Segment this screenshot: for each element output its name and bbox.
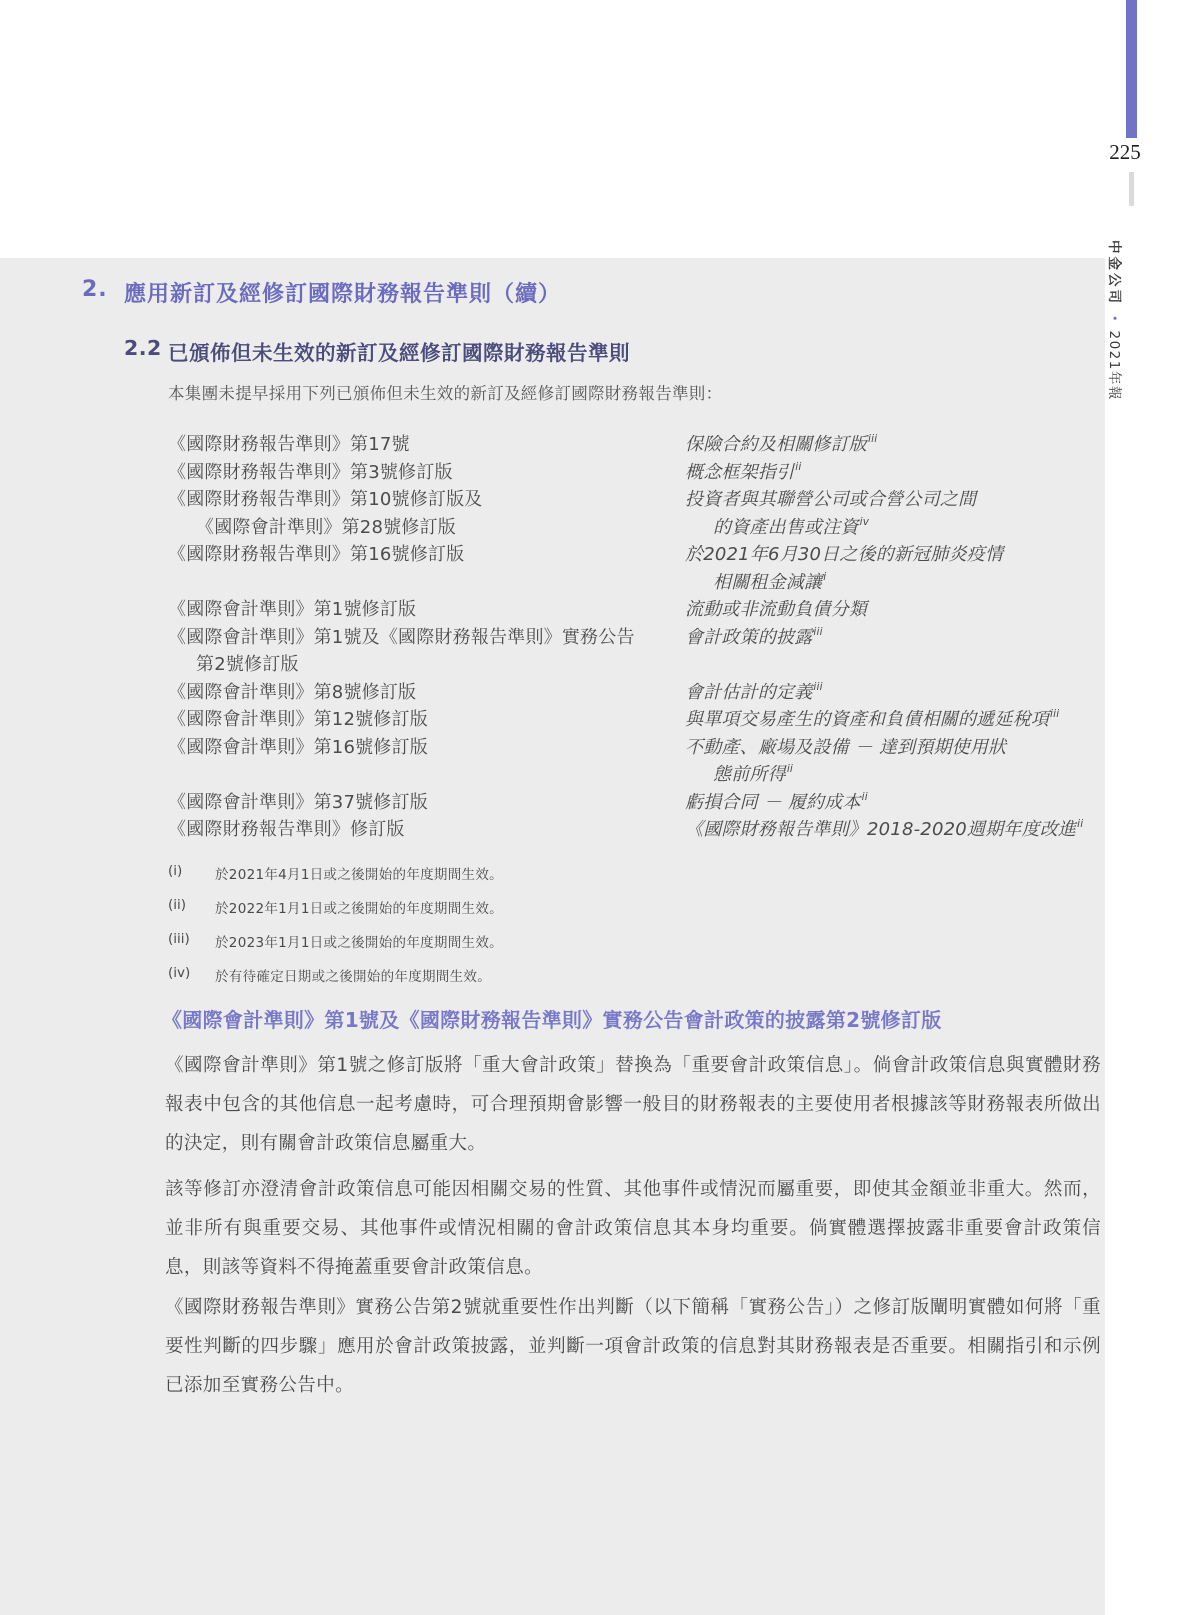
table-row xyxy=(168,458,1100,486)
standard-name: 第2號修訂版 xyxy=(196,654,299,675)
footnote-text: 於2023年1月1日或之後開始的年度期間生效。 xyxy=(215,935,503,951)
description-text: 會計估計的定義 xyxy=(685,681,813,703)
standard-description xyxy=(685,733,1100,759)
standard-description xyxy=(685,485,1100,511)
standard-description xyxy=(685,568,1100,594)
sidebar-running-title xyxy=(1106,240,1126,401)
table-row xyxy=(168,430,1100,458)
description-text: 虧損合同 － 履約成本 xyxy=(685,791,861,813)
description-text: 流動或非流動負債分類 xyxy=(685,599,867,620)
sidebar-company-name: 中金公司 xyxy=(1106,240,1122,306)
table-row xyxy=(168,760,1100,788)
footnote-ref: iii xyxy=(1050,708,1060,720)
sidebar-report-year: 2021年報 xyxy=(1106,330,1122,401)
description-text: 不動產、廠場及設備 － 達到預期使用狀 xyxy=(685,736,1007,758)
standard-name: 《國際會計準則》第28號修訂版 xyxy=(196,516,456,538)
standard-name: 《國際財務報告準則》第3號修訂版 xyxy=(168,461,453,483)
description-text: 相關租金減讓 xyxy=(713,571,823,593)
footnote-text: 於2022年1月1日或之後開始的年度期間生效。 xyxy=(215,901,503,917)
page-number: 225 xyxy=(1109,140,1141,164)
standard-description xyxy=(685,430,1100,456)
footnote-ref: ii xyxy=(786,763,794,775)
standards-table xyxy=(168,430,1100,843)
standard-name: 《國際財務報告準則》第16號修訂版 xyxy=(168,544,465,565)
standard-name: 《國際會計準則》第12號修訂版 xyxy=(168,709,428,730)
description-text: 的資產出售或注資 xyxy=(713,516,859,538)
table-row xyxy=(168,788,1100,816)
page-number-divider xyxy=(1129,172,1134,206)
standard-name: 《國際財務報告準則》第17號 xyxy=(168,434,410,455)
description-text: 於2021年6月30日之後的新冠肺炎疫情 xyxy=(685,544,1004,565)
footnote-item xyxy=(168,931,968,965)
standard-name: 《國際會計準則》第1號修訂版 xyxy=(168,599,417,620)
subsection-title: 已頒佈但未生效的新訂及經修訂國際財務報告準則 xyxy=(168,341,630,365)
description-text: 保險合約及相關修訂版 xyxy=(685,434,867,455)
amendment-note-heading: 《國際會計準則》第1號及《國際財務報告準則》實務公告會計政策的披露第2號修訂版 xyxy=(162,1008,942,1032)
standard-name: 《國際財務報告準則》修訂版 xyxy=(168,819,405,840)
footnote-ref: ii xyxy=(795,460,802,473)
description-text: 《國際財務報告準則》2018-2020週期年度改進 xyxy=(685,819,1077,840)
table-row xyxy=(168,623,1100,651)
table-row xyxy=(168,705,1100,733)
footnote-ref: ii xyxy=(1077,818,1084,830)
table-row xyxy=(168,815,1100,843)
standard-description xyxy=(685,678,1100,704)
table-row xyxy=(168,540,1100,568)
description-text: 態前所得 xyxy=(713,764,786,785)
standard-description xyxy=(685,788,1100,814)
footnote-ref: i xyxy=(823,570,827,583)
standard-description xyxy=(685,623,1100,649)
standard-name: 《國際會計準則》第8號修訂版 xyxy=(168,681,417,703)
footnotes-list xyxy=(168,863,968,999)
standard-name: 《國際財務報告準則》第10號修訂版及 xyxy=(168,489,483,510)
footnote-ref: iv xyxy=(859,515,870,528)
footnote-item xyxy=(168,863,968,897)
standard-name: 《國際會計準則》第16號修訂版 xyxy=(168,736,428,758)
table-row xyxy=(168,568,1100,596)
description-text: 與單項交易產生的資產和負債相關的遞延稅項 xyxy=(685,709,1049,730)
accent-bar xyxy=(1126,0,1137,138)
footnote-marker: (ii) xyxy=(168,897,187,913)
standard-description xyxy=(685,513,1100,539)
footnote-ref: iii xyxy=(813,625,823,638)
content-panel xyxy=(0,258,1105,1615)
footnote-ref: iii xyxy=(868,433,878,445)
table-row xyxy=(168,513,1100,541)
amendment-note-paragraph: 《國際財務報告準則》實務公告第2號就重要性作出判斷（以下簡稱「實務公告」）之修訂版闡明實體如何將「重要性判斷的四步驟」應用於會計政策披露，並判斷一項會計政策的信息對其財務報表是否重要。相關指引和示例已添加至實務公告中。 xyxy=(165,1297,1101,1396)
table-row xyxy=(168,485,1100,513)
standard-description xyxy=(685,540,1100,566)
footnote-text: 於2021年4月1日或之後開始的年度期間生效。 xyxy=(215,867,503,883)
footnote-marker: (i) xyxy=(168,863,183,879)
footnote-ref: iii xyxy=(813,680,823,693)
standard-description xyxy=(685,760,1100,786)
footnote-item xyxy=(168,897,968,931)
footnote-item xyxy=(168,965,968,999)
footnote-marker: (iii) xyxy=(168,931,190,947)
description-text: 概念框架指引 xyxy=(685,461,795,483)
standard-name: 《國際會計準則》第1號及《國際財務報告準則》實務公告 xyxy=(168,626,635,648)
section-title: 應用新訂及經修訂國際財務報告準則（續） xyxy=(124,282,562,307)
table-row xyxy=(168,650,1100,678)
standard-description xyxy=(685,815,1100,841)
table-row xyxy=(168,678,1100,706)
footnote-text: 於有待確定日期或之後開始的年度期間生效。 xyxy=(215,969,491,985)
description-text: 投資者與其聯營公司或合營公司之間 xyxy=(685,489,977,510)
table-row xyxy=(168,595,1100,623)
table-row xyxy=(168,733,1100,761)
footnote-marker: (iv) xyxy=(168,965,191,981)
standard-description xyxy=(685,458,1100,484)
footnote-ref: ii xyxy=(861,790,868,803)
standard-description xyxy=(685,705,1100,731)
amendment-note-paragraph: 《國際會計準則》第1號之修訂版將「重大會計政策」替換為「重要會計政策信息」。倘會計政策信息與實體財務報表中包含的其他信息一起考慮時，可合理預期會影響一般目的財務報表的主要使用者根據該等財務報表所做出的決定，則有關會計政策信息屬重大。 xyxy=(165,1055,1101,1154)
standard-description xyxy=(685,595,1100,621)
section-number: 2. xyxy=(82,277,108,302)
amendment-note-paragraph: 該等修訂亦澄清會計政策信息可能因相關交易的性質、其他事件或情況而屬重要，即使其金額並非重大。然而，並非所有與重要交易、其他事件或情況相關的會計政策信息其本身均重要。倘實體選擇披露非重要會計政策信息，則該等資料不得掩蓋重要會計政策信息。 xyxy=(165,1179,1101,1278)
intro-text: 本集團未提早採用下列已頒佈但未生效的新訂及經修訂國際財務報告準則： xyxy=(168,384,723,403)
sidebar-bullet-icon: • xyxy=(1108,315,1121,322)
subsection-number: 2.2 xyxy=(124,336,162,360)
description-text: 會計政策的披露 xyxy=(685,626,813,648)
standard-name: 《國際會計準則》第37號修訂版 xyxy=(168,791,428,813)
